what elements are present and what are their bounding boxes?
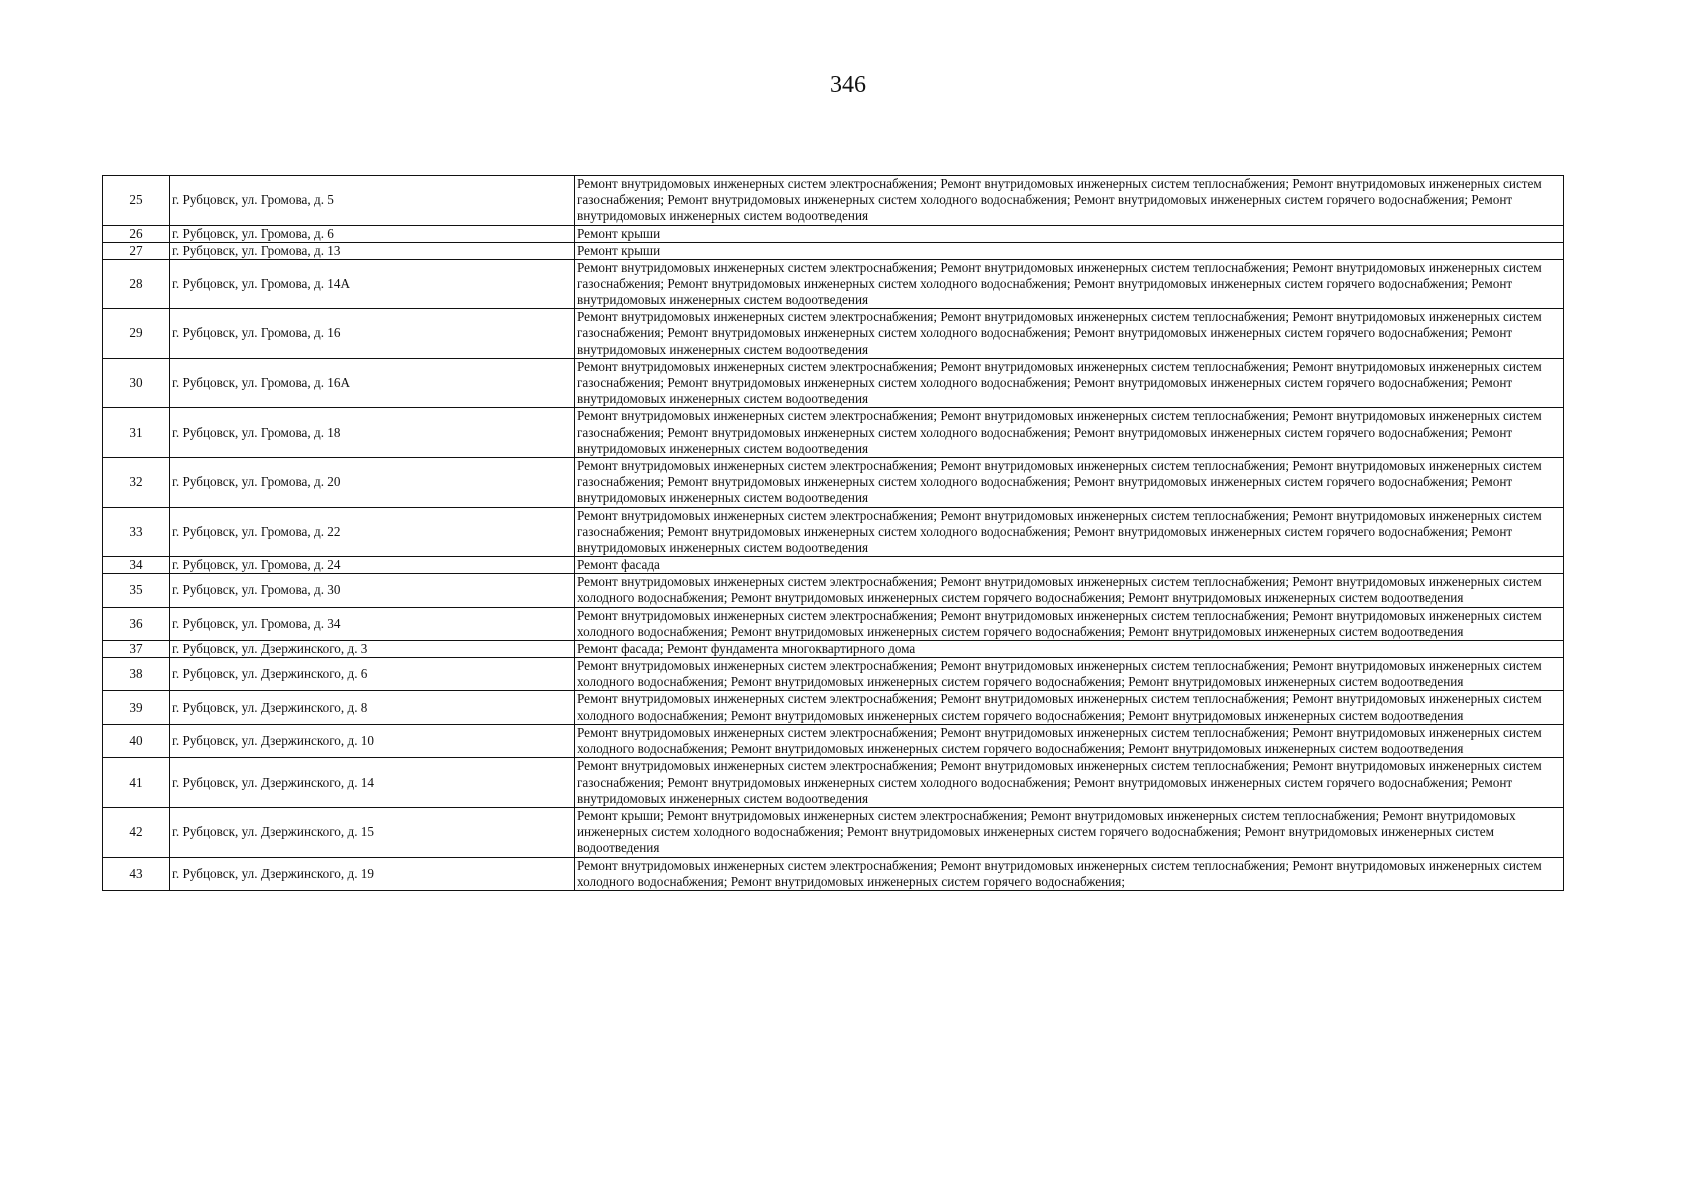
- address-cell: г. Рубцовск, ул. Громова, д. 24: [170, 557, 575, 574]
- address-cell: г. Рубцовск, ул. Громова, д. 20: [170, 458, 575, 508]
- row-number-cell: 25: [103, 176, 170, 226]
- address-cell: г. Рубцовск, ул. Дзержинского, д. 19: [170, 857, 575, 890]
- row-number-cell: 42: [103, 807, 170, 857]
- work-types-cell: Ремонт внутридомовых инженерных систем электроснабжения; Ремонт внутридомовых инженерных систем теплоснабжения; Ремонт внутридомовых инженерных систем газоснабжения; Ремонт внутридомовых инженерных систем холодного водоснабжения; Ремонт внутридомовых инженерных систем горячего водоснабжения; Ремонт внутридомовых инженерных систем водоотведения: [575, 176, 1564, 226]
- work-types-cell: Ремонт фасада; Ремонт фундамента многоквартирного дома: [575, 641, 1564, 658]
- work-types-cell: Ремонт крыши; Ремонт внутридомовых инженерных систем электроснабжения; Ремонт внутридомовых инженерных систем теплоснабжения; Ремонт внутридомовых инженерных систем холодного водоснабжения; Ремонт внутридомовых инженерных систем горячего водоснабжения; Ремонт внутридомовых инженерных систем водоотведения: [575, 807, 1564, 857]
- address-cell: г. Рубцовск, ул. Громова, д. 5: [170, 176, 575, 226]
- work-types-cell: Ремонт крыши: [575, 242, 1564, 259]
- table-row: [103, 807, 1564, 857]
- table-row: [103, 242, 1564, 259]
- table-row: [103, 758, 1564, 808]
- address-cell: г. Рубцовск, ул. Громова, д. 16: [170, 309, 575, 359]
- row-number-cell: 32: [103, 458, 170, 508]
- table-row: [103, 691, 1564, 724]
- row-number-cell: 31: [103, 408, 170, 458]
- table-row: [103, 557, 1564, 574]
- row-number-cell: 40: [103, 724, 170, 757]
- table-row: [103, 358, 1564, 408]
- work-types-cell: Ремонт внутридомовых инженерных систем электроснабжения; Ремонт внутридомовых инженерных систем теплоснабжения; Ремонт внутридомовых инженерных систем холодного водоснабжения; Ремонт внутридомовых инженерных систем горячего водоснабжения; Ремонт внутридомовых инженерных систем водоотведения: [575, 691, 1564, 724]
- row-number-cell: 27: [103, 242, 170, 259]
- table-row: [103, 458, 1564, 508]
- table-row: [103, 857, 1564, 890]
- row-number-cell: 38: [103, 658, 170, 691]
- address-cell: г. Рубцовск, ул. Громова, д. 6: [170, 225, 575, 242]
- row-number-cell: 35: [103, 574, 170, 607]
- page-number: 346: [830, 72, 866, 98]
- work-types-cell: Ремонт внутридомовых инженерных систем электроснабжения; Ремонт внутридомовых инженерных систем теплоснабжения; Ремонт внутридомовых инженерных систем газоснабжения; Ремонт внутридомовых инженерных систем холодного водоснабжения; Ремонт внутридомовых инженерных систем горячего водоснабжения; Ремонт внутридомовых инженерных систем водоотведения: [575, 408, 1564, 458]
- address-cell: г. Рубцовск, ул. Дзержинского, д. 8: [170, 691, 575, 724]
- table-row: [103, 507, 1564, 557]
- row-number-cell: 36: [103, 607, 170, 640]
- table-row: [103, 641, 1564, 658]
- address-cell: г. Рубцовск, ул. Дзержинского, д. 14: [170, 758, 575, 808]
- table-row: [103, 658, 1564, 691]
- address-cell: г. Рубцовск, ул. Громова, д. 14А: [170, 259, 575, 309]
- row-number-cell: 26: [103, 225, 170, 242]
- work-types-cell: Ремонт внутридомовых инженерных систем электроснабжения; Ремонт внутридомовых инженерных систем теплоснабжения; Ремонт внутридомовых инженерных систем газоснабжения; Ремонт внутридомовых инженерных систем холодного водоснабжения; Ремонт внутридомовых инженерных систем горячего водоснабжения; Ремонт внутридомовых инженерных систем водоотведения: [575, 758, 1564, 808]
- work-types-cell: Ремонт внутридомовых инженерных систем электроснабжения; Ремонт внутридомовых инженерных систем теплоснабжения; Ремонт внутридомовых инженерных систем холодного водоснабжения; Ремонт внутридомовых инженерных систем горячего водоснабжения; Ремонт внутридомовых инженерных систем водоотведения: [575, 658, 1564, 691]
- work-types-cell: Ремонт внутридомовых инженерных систем электроснабжения; Ремонт внутридомовых инженерных систем теплоснабжения; Ремонт внутридомовых инженерных систем газоснабжения; Ремонт внутридомовых инженерных систем холодного водоснабжения; Ремонт внутридомовых инженерных систем горячего водоснабжения; Ремонт внутридомовых инженерных систем водоотведения: [575, 309, 1564, 359]
- work-types-cell: Ремонт внутридомовых инженерных систем электроснабжения; Ремонт внутридомовых инженерных систем теплоснабжения; Ремонт внутридомовых инженерных систем газоснабжения; Ремонт внутридомовых инженерных систем холодного водоснабжения; Ремонт внутридомовых инженерных систем горячего водоснабжения; Ремонт внутридомовых инженерных систем водоотведения: [575, 358, 1564, 408]
- table-row: [103, 225, 1564, 242]
- row-number-cell: 39: [103, 691, 170, 724]
- table-row: [103, 574, 1564, 607]
- address-cell: г. Рубцовск, ул. Громова, д. 13: [170, 242, 575, 259]
- address-cell: г. Рубцовск, ул. Громова, д. 16А: [170, 358, 575, 408]
- work-types-cell: Ремонт внутридомовых инженерных систем электроснабжения; Ремонт внутридомовых инженерных систем теплоснабжения; Ремонт внутридомовых инженерных систем газоснабжения; Ремонт внутридомовых инженерных систем холодного водоснабжения; Ремонт внутридомовых инженерных систем горячего водоснабжения; Ремонт внутридомовых инженерных систем водоотведения: [575, 507, 1564, 557]
- row-number-cell: 30: [103, 358, 170, 408]
- table-row: [103, 408, 1564, 458]
- address-cell: г. Рубцовск, ул. Дзержинского, д. 3: [170, 641, 575, 658]
- work-types-cell: Ремонт внутридомовых инженерных систем электроснабжения; Ремонт внутридомовых инженерных систем теплоснабжения; Ремонт внутридомовых инженерных систем холодного водоснабжения; Ремонт внутридомовых инженерных систем горячего водоснабжения; Ремонт внутридомовых инженерных систем водоотведения: [575, 724, 1564, 757]
- row-number-cell: 34: [103, 557, 170, 574]
- table-row: [103, 724, 1564, 757]
- table-row: [103, 309, 1564, 359]
- address-cell: г. Рубцовск, ул. Дзержинского, д. 6: [170, 658, 575, 691]
- table-row: [103, 259, 1564, 309]
- address-cell: г. Рубцовск, ул. Громова, д. 30: [170, 574, 575, 607]
- work-types-cell: Ремонт внутридомовых инженерных систем электроснабжения; Ремонт внутридомовых инженерных систем теплоснабжения; Ремонт внутридомовых инженерных систем холодного водоснабжения; Ремонт внутридомовых инженерных систем горячего водоснабжения; Ремонт внутридомовых инженерных систем водоотведения: [575, 607, 1564, 640]
- work-types-cell: Ремонт крыши: [575, 225, 1564, 242]
- work-types-cell: Ремонт внутридомовых инженерных систем электроснабжения; Ремонт внутридомовых инженерных систем теплоснабжения; Ремонт внутридомовых инженерных систем холодного водоснабжения; Ремонт внутридомовых инженерных систем горячего водоснабжения; Ремонт внутридомовых инженерных систем водоотведения: [575, 574, 1564, 607]
- address-cell: г. Рубцовск, ул. Дзержинского, д. 15: [170, 807, 575, 857]
- row-number-cell: 41: [103, 758, 170, 808]
- work-types-cell: Ремонт внутридомовых инженерных систем электроснабжения; Ремонт внутридомовых инженерных систем теплоснабжения; Ремонт внутридомовых инженерных систем холодного водоснабжения; Ремонт внутридомовых инженерных систем горячего водоснабжения;: [575, 857, 1564, 890]
- table-row: [103, 176, 1564, 226]
- address-cell: г. Рубцовск, ул. Громова, д. 18: [170, 408, 575, 458]
- table-body: [103, 176, 1564, 891]
- address-cell: г. Рубцовск, ул. Дзержинского, д. 10: [170, 724, 575, 757]
- address-cell: г. Рубцовск, ул. Громова, д. 34: [170, 607, 575, 640]
- row-number-cell: 29: [103, 309, 170, 359]
- work-types-cell: Ремонт фасада: [575, 557, 1564, 574]
- table-row: [103, 607, 1564, 640]
- repair-works-table: [102, 175, 1564, 891]
- work-types-cell: Ремонт внутридомовых инженерных систем электроснабжения; Ремонт внутридомовых инженерных систем теплоснабжения; Ремонт внутридомовых инженерных систем газоснабжения; Ремонт внутридомовых инженерных систем холодного водоснабжения; Ремонт внутридомовых инженерных систем горячего водоснабжения; Ремонт внутридомовых инженерных систем водоотведения: [575, 458, 1564, 508]
- row-number-cell: 43: [103, 857, 170, 890]
- work-types-cell: Ремонт внутридомовых инженерных систем электроснабжения; Ремонт внутридомовых инженерных систем теплоснабжения; Ремонт внутридомовых инженерных систем газоснабжения; Ремонт внутридомовых инженерных систем холодного водоснабжения; Ремонт внутридомовых инженерных систем горячего водоснабжения; Ремонт внутридомовых инженерных систем водоотведения: [575, 259, 1564, 309]
- row-number-cell: 37: [103, 641, 170, 658]
- address-cell: г. Рубцовск, ул. Громова, д. 22: [170, 507, 575, 557]
- row-number-cell: 33: [103, 507, 170, 557]
- row-number-cell: 28: [103, 259, 170, 309]
